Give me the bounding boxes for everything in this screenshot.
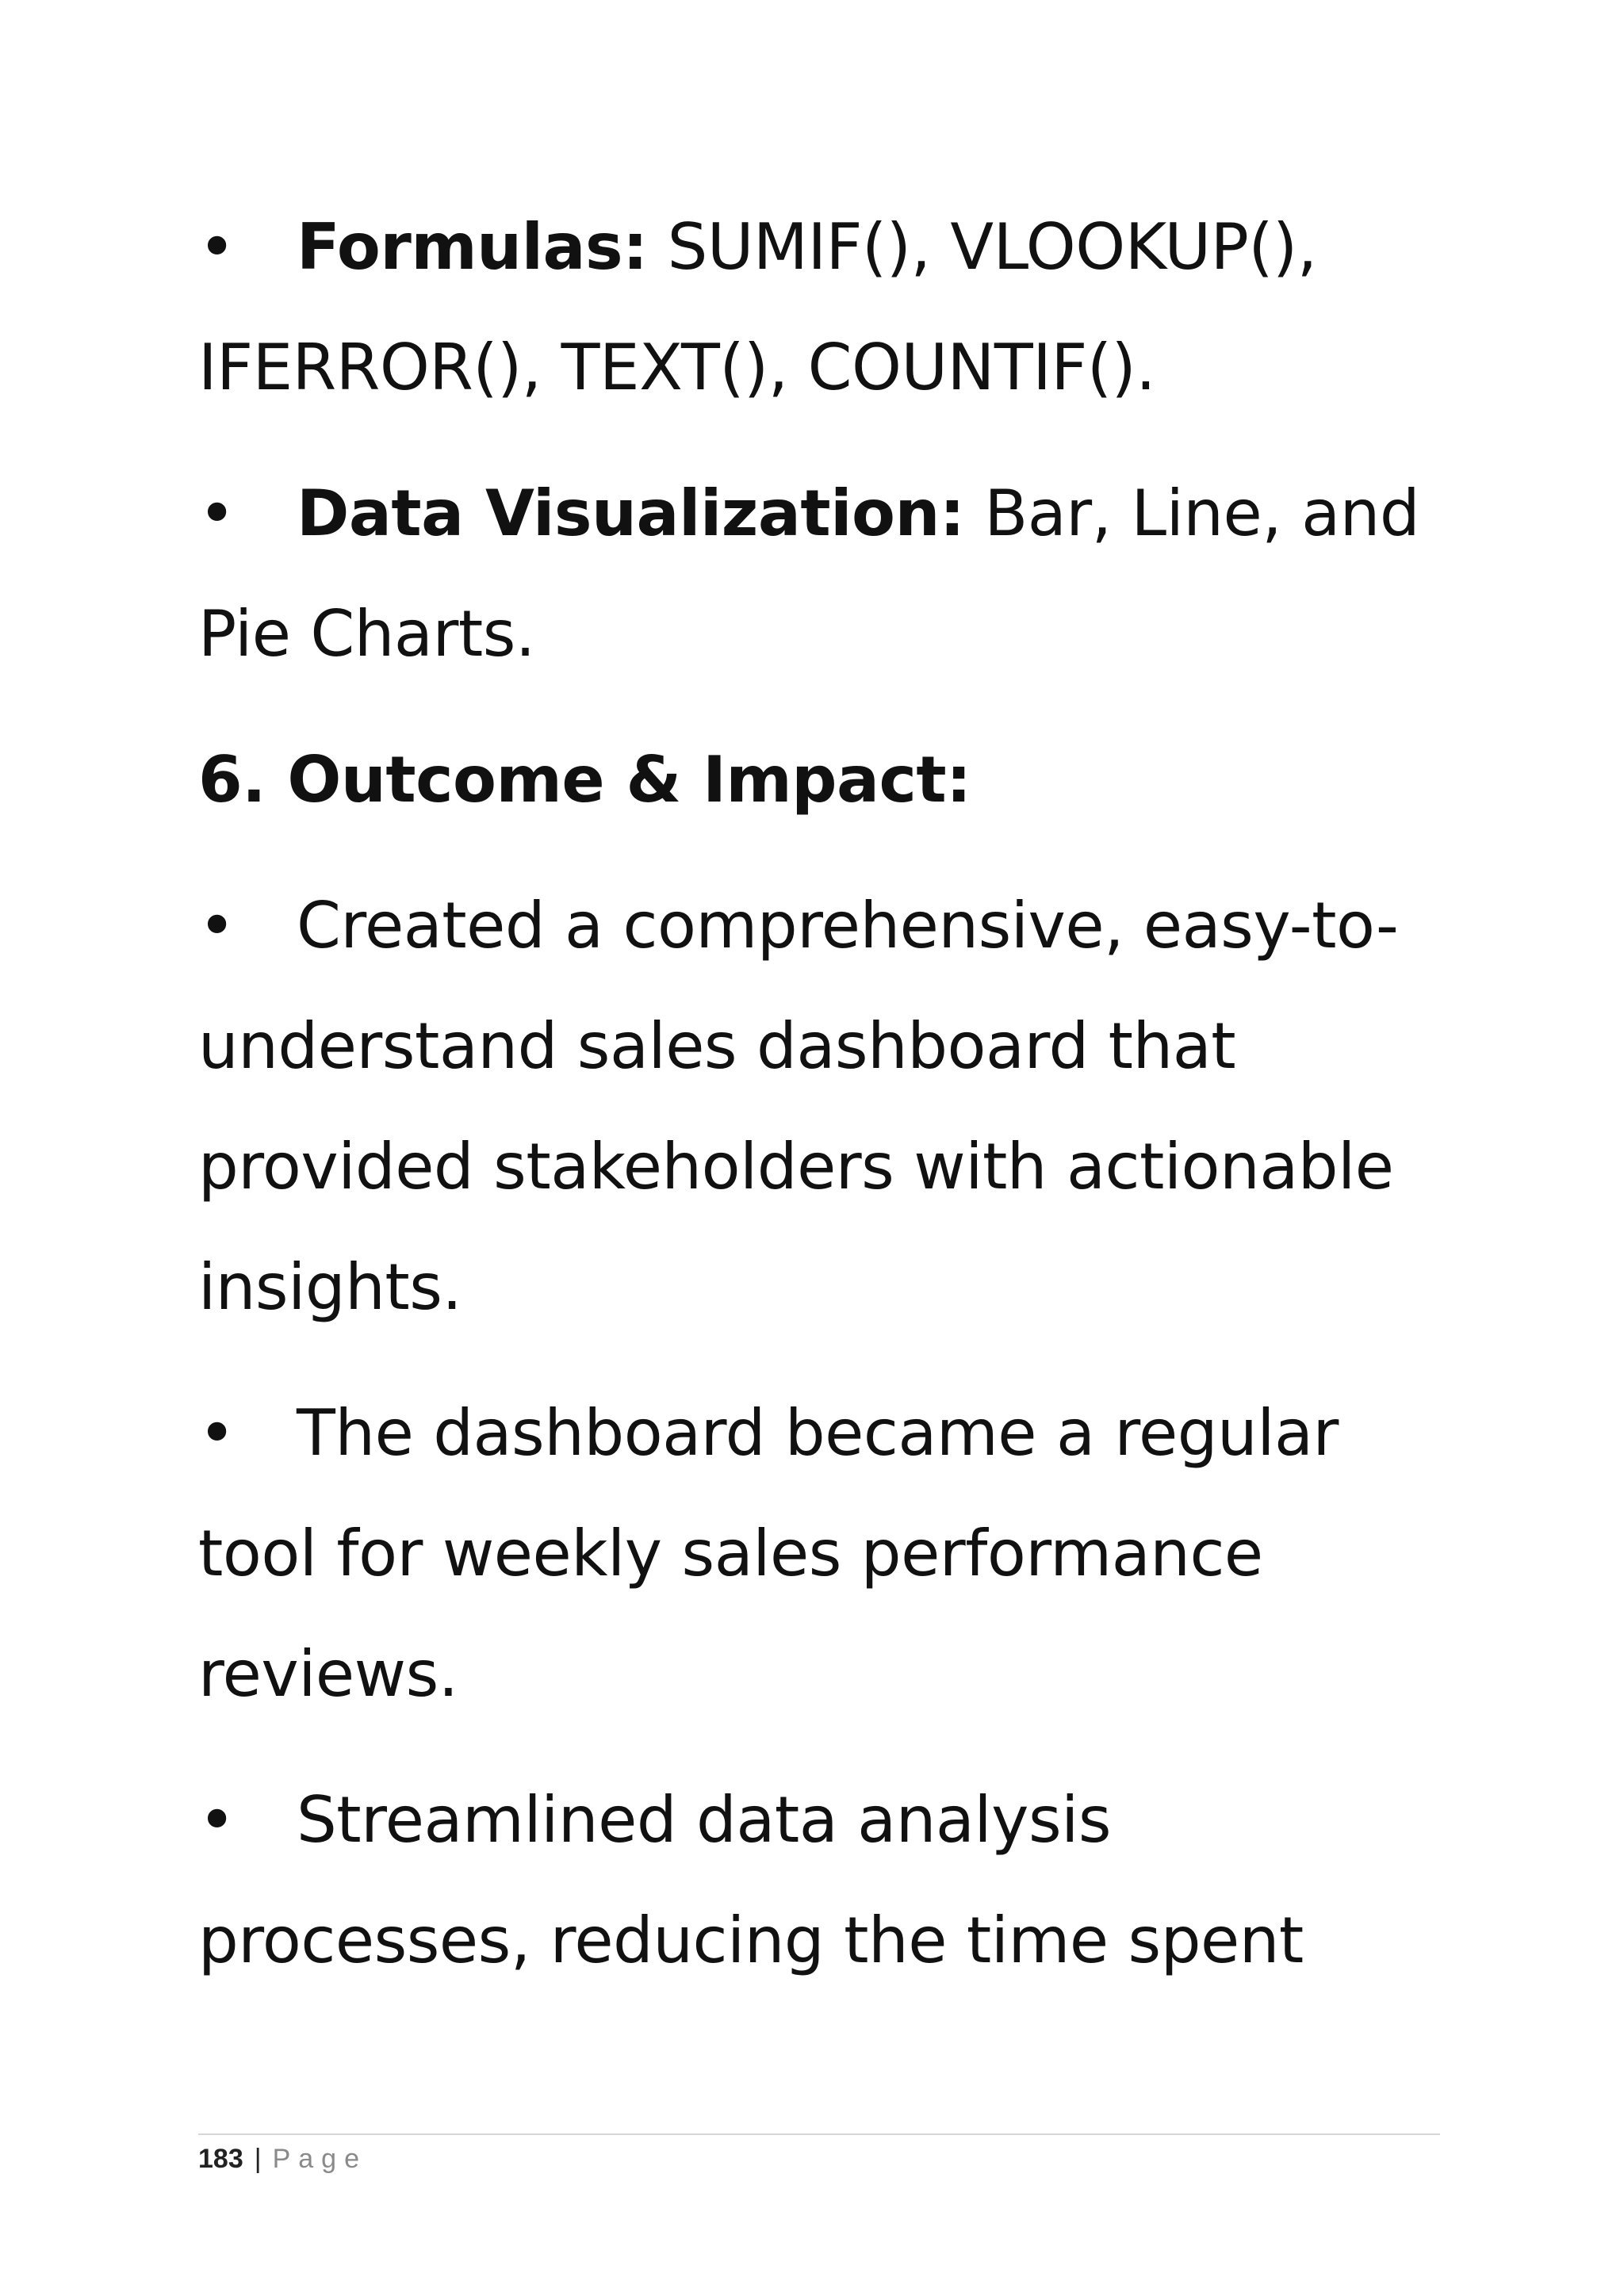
footer-separator: | bbox=[254, 2144, 262, 2174]
bullet-text: SUMIF(), VLOOKUP(), IFERROR(), TEXT(), COUNTIF(). bbox=[198, 210, 1317, 404]
bullet-outcome-reviews bbox=[198, 1373, 1443, 1735]
bullet-text: Bar, Line, and Pie Charts. bbox=[198, 476, 1420, 671]
page-footer bbox=[198, 2139, 367, 2179]
bullet-icon: • bbox=[198, 1396, 236, 1470]
footer-divider bbox=[198, 2133, 1440, 2135]
bullet-text: The dashboard became a regular tool for weekly sales performance reviews. bbox=[198, 1396, 1339, 1711]
bullet-outcome-dashboard bbox=[198, 866, 1443, 1348]
page-content bbox=[198, 187, 1443, 2001]
page-number: 183 bbox=[198, 2144, 243, 2174]
bullet-outcome-streamlined bbox=[198, 1760, 1443, 2001]
section-heading: 6. Outcome & Impact: bbox=[198, 743, 971, 817]
bullet-text: Streamlined data analysis processes, reducing the time spent bbox=[198, 1783, 1304, 1977]
bullet-formulas bbox=[198, 187, 1443, 428]
bullet-icon: • bbox=[198, 889, 236, 962]
bullet-lead: Formulas: bbox=[297, 210, 648, 284]
bullet-icon: • bbox=[198, 210, 236, 284]
bullet-lead: Data Visualization: bbox=[297, 476, 965, 550]
bullet-text: Created a comprehensive, easy-to-understand sales dashboard that provided stakeholders with actionable insights. bbox=[198, 889, 1399, 1324]
bullet-data-visualization bbox=[198, 453, 1443, 695]
bullet-icon: • bbox=[198, 476, 236, 550]
page-label: Page bbox=[272, 2144, 367, 2174]
bullet-icon: • bbox=[198, 1783, 236, 1857]
